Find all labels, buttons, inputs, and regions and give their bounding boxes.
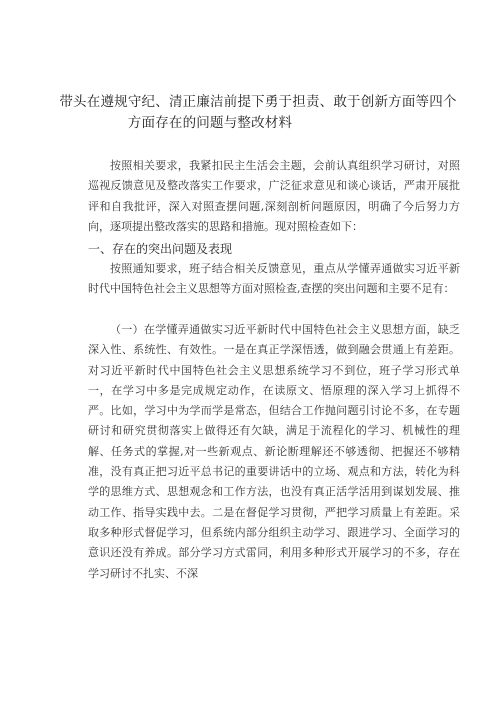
intro-section [88, 156, 460, 237]
document-title-line-1: 带头在遵规守纪、清正廉洁前提下勇于担责、敢于创新方面等四个 [59, 94, 457, 110]
intro-paragraph: 按照相关要求，我紧扣民主生活会主题，会前认真组织学习研讨，对照巡视反馈意见及整改落实工作要求，广泛征求意见和谈心谈话，严肃开展批评和自我批评，深入对照查摆问题,深刻剖析问题原因，明确了今后努力方向，逐项提出整改落实的思路和措施。现对照检查如下： [88, 159, 460, 233]
subsection-1-paragraph: （一）在学懂弄通做实习近平新时代中国特色社会主义思想方面，缺乏深入性、系统性、有效性。一是在真正学深悟透，做到融会贯通上有差距。对习近平新时代中国特色社会主义思想系统学习不到位，班子学习形式单一，在学习中多是完成规定动作，在读原文、悟原理的深入学习上抓得不严。比如，学习中为学而学是常态，但结合工作抛问题引讨论不多，在专题研讨和研究贯彻落实上做得还有欠缺，满足于流程化的学习、机械性的理解、任务式的掌握,对一些新观点、新论断理解还不够透彻、把握还不够精准，没有真正把习近平总书记的重要讲话中的立场、观点和方法，转化为科学的思维方式、思想观念和工作方法，也没有真正活学活用到谋划发展、推动工作、指导实践中去。二是在督促学习贯彻，严把学习质量上有差距。采取多种形式督促学习，但系统内部分组织主动学习、跟进学习、全面学习的意识还没有养成。部分学习方式雷同，利用多种形式开展学习的不多，存在学习研讨不扎实、不深 [88, 323, 460, 580]
section-1-paragraph: 按照通知要求，班子结合相关反馈意见，重点从学懂弄通做实习近平新时代中国特色社会主义思想等方面对照检查,查摆的突出问题和主要不足有： [88, 262, 460, 296]
subsection-1 [88, 320, 460, 584]
document-title-line-2: 方面存在的问题与整改材料 [127, 115, 293, 131]
section-1-intro [88, 259, 460, 300]
section-1-heading: 一、存在的突出问题及表现 [88, 242, 233, 256]
